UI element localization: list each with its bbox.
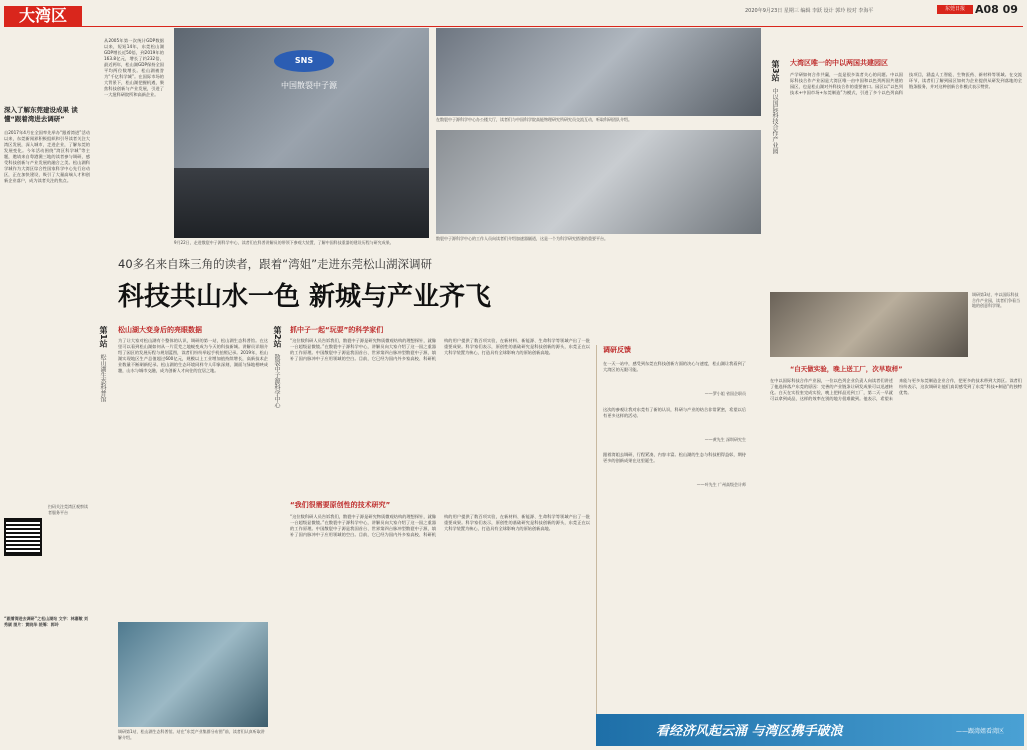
left-body: 自2017年4月在全国率先举办“跟着湾进”活动以来，东莞新闻界积极组织和引导读者关注大湾区发展，深入城市，走进企业，了解东莞的发展变化。今年活动围绕“湾区科学城”等主题，邀请来自粤港澳三地的读者参与调研，感受科技创新与产业发展的融合之美。松山湖科学城作为大湾区综合性国家科学中心先行启动区，正在加快建设，吸引了大量高端人才和创新企业落户，成为读者关注的焦点。 — [4, 130, 90, 183]
feedback-author2: ——黄先生 深圳研究生 — [704, 436, 746, 442]
footer-banner-text: 看经济风起云涌 与湾区携手破浪 — [656, 724, 843, 739]
qr-code[interactable] — [4, 518, 42, 556]
photo3-caption: 散裂中子源科学中心的工作人员向读者们介绍加速器隧道，这是一个为科学研究搭建的重要平台。 — [436, 236, 608, 241]
station1-sub: 松山湖生态科普馆 — [99, 353, 106, 402]
station1-heading: 松山湖大变身后的亮眼数据 — [118, 326, 202, 334]
station3-body: 产学研如何合作共赢，一直是很多读者关心的问题。中以国际科技合作产业园是大湾区唯一由中国和以色列两国共建的园区，也是松山湖对外科技合作的重要窗口。园区以“以色列技术+中国市场+东莞制造”为模式，引进了多个以色列高科技项目，涵盖人工智能、生物医药、新材料等领域。在交流环节，读者们了解到园区如何为企业提供从研发到落地的全链条服务，并对这种创新合作模式表示赞赏。 — [790, 72, 1022, 95]
station2-heading: 抓中子一起“玩耍”的科学家们 — [290, 326, 384, 334]
station1-photo-caption: 调研第1站，松山湖生态科普馆。站在“东莞产业集群分布图”前，读者们认真听取讲解介绍。 — [118, 729, 265, 740]
station3-sub-heading: “白天做实验，晚上送工厂，次早取样” — [790, 365, 903, 373]
audience — [174, 168, 429, 238]
page-number: A08 09 — [975, 3, 1018, 16]
feedback-quote1: 在一天一站中，感受到东莞在科技创新方面的决心与速度，松山湖让我看到了大湾区的无限可能。 — [603, 361, 746, 372]
photo2-caption: 在散裂中子源科学中心办公楼大厅，读者们与中国科学院高能物理研究所研究员交流互动，听取科研团队介绍。 — [436, 117, 632, 122]
photo-accelerator — [436, 130, 761, 234]
footer-banner — [596, 714, 1024, 746]
station2-body-bottom: “这位数科研人员告诉我们，散裂中子源是研究物质微观结构的理想探针，就像一台超级显微镜。”在散裂中子源科学中心，讲解员向大家介绍了这一国之重器的工作原理。中国散裂中子源是我国首台、世界第四台脉冲型散裂中子源，填补了国内脉冲中子应用领域的空白。目前，它已经为国内外多家高校、科研机构的用户提供了数百项实验，在新材料、新能源、生命科学等领域产出了一批重要成果。科学家们表示，原创性的基础研究是科技创新的源头，东莞正在以大科学装置为核心，打造具有全球影响力的原始创新高地。 — [290, 514, 590, 537]
dateline: 2020年9月23日 星期三 编辑 李跃 设计 郭玲 校对 李海平 — [745, 8, 874, 14]
main-headline: 科技共山水一色 新城与产业齐飞 — [118, 282, 492, 312]
feedback-quote3: 跟着湾姐去调研，行程紧凑，内容丰富。松山湖的生态与科技相得益彰，期待更多的创新成果在这里诞生。 — [603, 452, 746, 463]
sns-banner: 中国散裂中子源 — [281, 81, 337, 90]
station2-label: 第2站 — [273, 326, 282, 348]
left-column — [4, 106, 90, 746]
station3-sub: 中以国际科技合作产业园 — [771, 87, 778, 154]
qr-caption: 扫码关注莞湾区观察读者服务平台 — [48, 504, 88, 515]
photo-class — [770, 292, 968, 357]
station1-label-group — [98, 326, 114, 506]
main-kicker: 40多名来自珠三角的读者，跟着“湾姐”走进东莞松山湖深调研 — [118, 257, 433, 271]
photo-sns-lobby — [174, 28, 429, 238]
sns-logo-icon: SNS — [274, 50, 334, 72]
section-logo: 大湾区 — [4, 6, 82, 26]
station3-heading: 大湾区唯一的中以两国共建园区 — [790, 59, 888, 67]
feedback-author3: ——叶先生 广州高级会计师 — [696, 482, 746, 487]
feedback-quote2: 这次的参观让我对东莞有了新的认识，科研与产业的结合非常紧密，希望以后有更多这样的活动。 — [603, 406, 746, 418]
header-rule — [4, 26, 1023, 27]
photo-exhibition — [118, 622, 268, 727]
top-intro-text: 从2005年第一次统计GDP数据以来，短短14年，东莞松山湖GDP增长近50倍，到2019年的163.8亿元，增长了约232倍，最近两年，松山湖GDP保持全国平均两位数增长。松山湖被誉为“千亿科学城”。在国际市场的大背景下，松山湖把握机遇，聚焦科技创新与产业发展，引进了一大批科研院所和高新企业。 — [104, 38, 164, 97]
feedback-title: 调研反馈 — [603, 346, 631, 354]
station2-body-top: “这位数科研人员告诉我们，散裂中子源是研究物质微观结构的理想探针，就像一台超级显微镜。”在散裂中子源科学中心，讲解员向大家介绍了这一国之重器的工作原理。中国散裂中子源是我国首台、世界第四台脉冲型散裂中子源，填补了国内脉冲中子应用领域的空白。目前，它已经为国内外多家高校、科研机构的用户提供了数百项实验，在新材料、新能源、生命科学等领域产出了一批重要成果。科学家们表示，原创性的基础研究是科技创新的源头，东莞正在以大科学装置为核心，打造具有全球影响力的原始创新高地。 — [290, 338, 590, 361]
station1-label: 第1站 — [99, 326, 108, 348]
station2-sub-heading: “我们很需要原创性的技术研究” — [290, 501, 391, 509]
station1-body: 为了让大家对松山湖有个整体的认识，调研的第一站，松山湖生态科普馆。在这里可以看到松山湖如何从一片荒芜之地蜕变成为今天的科技新城。讲解员详细介绍了园区的发展历程与规划蓝图，读者们纷纷举起手机拍照记录。2019年，松山湖实现地区生产总值超过600亿元，规模以上工业增加值持续增长，高新技术企业数量不断刷新纪录。松山湖的生态环境同样令人印象深刻，湖面与绿地相映成趣，山水与城市交融，成为创新人才向往的宜居之地。 — [118, 338, 268, 373]
masthead — [0, 0, 1027, 28]
credits: “跟着湾进去调研”之松山湖站 文字：林嘉敏 刘秀颖 图片：黄晓华 统筹：郭玲 — [4, 616, 89, 627]
station3-label: 第3站 — [771, 60, 780, 82]
photo-researcher-talk — [436, 28, 761, 116]
photo1-caption: 9月22日，走进散裂中子源科学中心，读者们在科普讲解员的带领下参观大装置，了解中国科技重器的建设历程与研究成果。 — [174, 240, 394, 245]
station2-label-group — [272, 326, 288, 526]
station2-sub: 散裂中子源科学中心 — [273, 353, 280, 408]
station3-photo-caption: 调研第3站，中以国际科技合作产业园，读者们争看当地的创意科学课。 — [972, 292, 1020, 308]
station3-body2: 在中以国际科技合作产业园，一位以色列企业负责人向读者们讲述了他选择落户东莞的原因：完善的产业链条让研发成果可以迅速转化。白天在实验室完成实验，晚上把样品送到工厂，第二天一早就可以拿到成品，这样的效率在别的地方很难做到。他表示，希望未来能与更多东莞制造企业合作，把更多的技术带到大湾区。读者们纷纷表示，这次调研让他们真切感受到了东莞“科技+制造”的独特优势。 — [770, 378, 1022, 401]
feedback-box — [596, 345, 746, 743]
left-headline: 深入了解东莞建设成果 读懂“跟着湾进去调研” — [4, 106, 78, 123]
station3-label-group — [770, 60, 786, 300]
feedback-author1: ——罗小姐 省国企职员 — [704, 391, 746, 396]
footer-banner-tag: ——跟湾姐看湾区 — [956, 728, 1005, 735]
paper-tag: 东莞日报 — [937, 5, 973, 14]
